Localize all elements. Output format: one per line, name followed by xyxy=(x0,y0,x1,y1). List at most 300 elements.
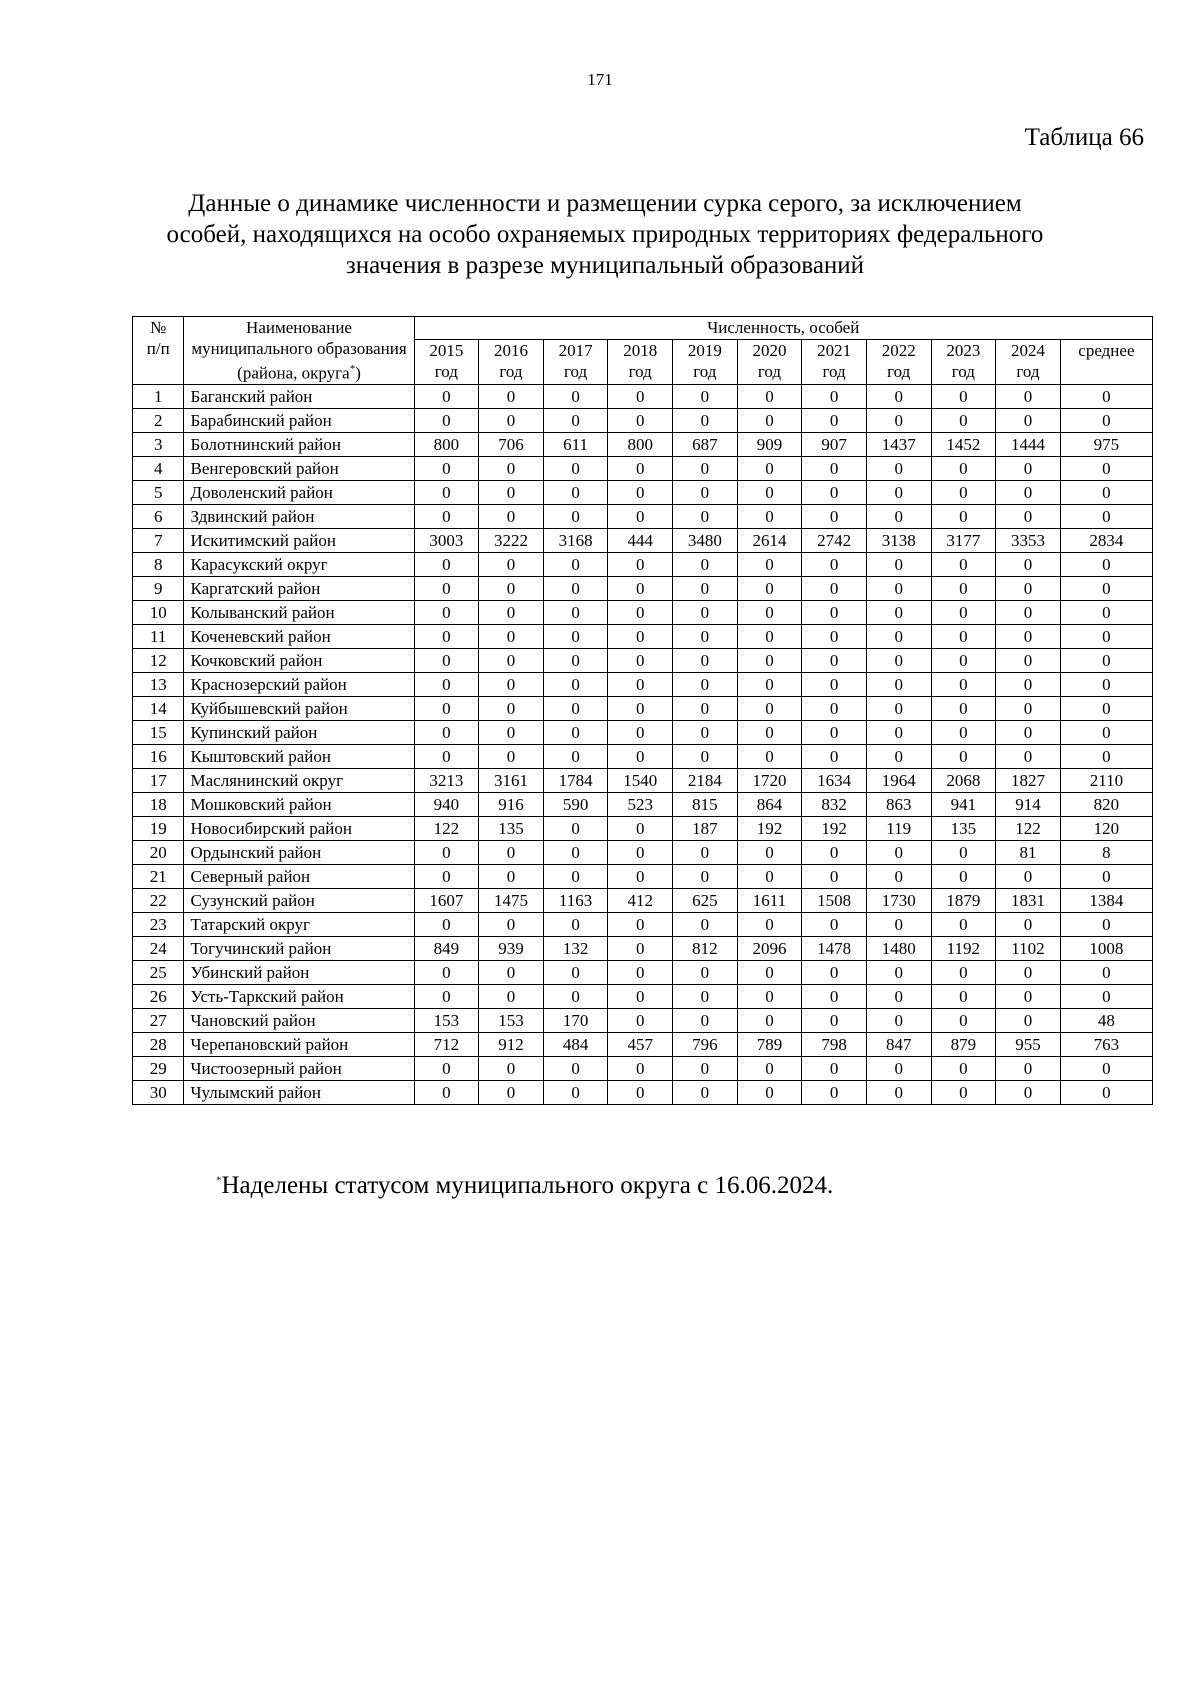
population-value: 1827 xyxy=(996,768,1061,792)
header-municipality-tail: ) xyxy=(355,363,361,383)
municipality-name: Барабинский район xyxy=(184,408,414,432)
population-value: 712 xyxy=(414,1032,479,1056)
row-number: 12 xyxy=(133,648,184,672)
table-row xyxy=(133,432,1153,456)
population-value: 0 xyxy=(866,480,931,504)
population-value: 0 xyxy=(673,456,738,480)
population-value: 0 xyxy=(802,960,867,984)
row-number: 9 xyxy=(133,576,184,600)
population-value: 0 xyxy=(543,552,608,576)
population-value: 0 xyxy=(543,384,608,408)
population-value: 81 xyxy=(996,840,1061,864)
population-value: 0 xyxy=(802,504,867,528)
population-value: 0 xyxy=(608,960,673,984)
table-row xyxy=(133,576,1153,600)
population-value: 0 xyxy=(866,744,931,768)
population-value: 0 xyxy=(996,720,1061,744)
municipality-name: Купинский район xyxy=(184,720,414,744)
population-value: 0 xyxy=(1060,984,1152,1008)
population-value: 0 xyxy=(866,984,931,1008)
population-value: 2184 xyxy=(673,768,738,792)
population-value: 412 xyxy=(608,888,673,912)
population-value: 0 xyxy=(1060,600,1152,624)
population-value: 940 xyxy=(414,792,479,816)
population-value: 3480 xyxy=(673,528,738,552)
population-value: 0 xyxy=(414,960,479,984)
population-value: 0 xyxy=(673,672,738,696)
population-value: 820 xyxy=(1060,792,1152,816)
population-value: 8 xyxy=(1060,840,1152,864)
population-value: 0 xyxy=(996,1080,1061,1104)
population-value: 0 xyxy=(673,576,738,600)
population-value: 0 xyxy=(479,1080,544,1104)
population-value: 0 xyxy=(1060,960,1152,984)
population-value: 0 xyxy=(737,624,802,648)
population-value: 0 xyxy=(479,504,544,528)
population-value: 912 xyxy=(479,1032,544,1056)
header-year: среднее xyxy=(1060,339,1152,384)
population-value: 0 xyxy=(866,600,931,624)
population-value: 0 xyxy=(479,600,544,624)
population-value: 0 xyxy=(608,720,673,744)
population-value: 119 xyxy=(866,816,931,840)
population-value: 0 xyxy=(608,504,673,528)
population-value: 0 xyxy=(931,696,996,720)
population-value: 0 xyxy=(931,600,996,624)
population-value: 0 xyxy=(673,960,738,984)
population-value: 0 xyxy=(931,624,996,648)
population-value: 0 xyxy=(543,720,608,744)
municipality-name: Болотнинский район xyxy=(184,432,414,456)
population-value: 0 xyxy=(1060,456,1152,480)
population-value: 0 xyxy=(608,840,673,864)
row-number: 14 xyxy=(133,696,184,720)
population-value: 975 xyxy=(1060,432,1152,456)
municipality-name: Чулымский район xyxy=(184,1080,414,1104)
population-value: 0 xyxy=(802,384,867,408)
population-value: 879 xyxy=(931,1032,996,1056)
table-row xyxy=(133,1032,1153,1056)
row-number: 6 xyxy=(133,504,184,528)
population-value: 0 xyxy=(802,648,867,672)
table-row xyxy=(133,960,1153,984)
population-value: 0 xyxy=(996,1056,1061,1080)
population-value: 0 xyxy=(479,624,544,648)
header-number: № п/п xyxy=(133,317,184,385)
population-table xyxy=(132,316,1153,1105)
population-value: 0 xyxy=(996,744,1061,768)
population-value: 484 xyxy=(543,1032,608,1056)
population-value: 0 xyxy=(802,624,867,648)
population-value: 1611 xyxy=(737,888,802,912)
population-value: 1102 xyxy=(996,936,1061,960)
population-value: 0 xyxy=(543,480,608,504)
header-year: 2016 год xyxy=(479,339,544,384)
population-value: 0 xyxy=(673,480,738,504)
population-value: 0 xyxy=(543,1080,608,1104)
municipality-name: Здвинский район xyxy=(184,504,414,528)
population-value: 0 xyxy=(866,912,931,936)
population-value: 0 xyxy=(479,744,544,768)
table-caption: Таблица 66 xyxy=(1024,124,1144,151)
table-row xyxy=(133,864,1153,888)
row-number: 26 xyxy=(133,984,184,1008)
footnote-text: Наделены статусом муниципального округа с 16.06.2024. xyxy=(221,1172,834,1199)
row-number: 29 xyxy=(133,1056,184,1080)
population-value: 1634 xyxy=(802,768,867,792)
table-row xyxy=(133,888,1153,912)
population-value: 0 xyxy=(1060,504,1152,528)
population-value: 0 xyxy=(479,912,544,936)
population-value: 0 xyxy=(866,648,931,672)
population-value: 0 xyxy=(802,480,867,504)
header-year: 2022 год xyxy=(866,339,931,384)
population-value: 122 xyxy=(414,816,479,840)
population-value: 0 xyxy=(866,576,931,600)
row-number: 21 xyxy=(133,864,184,888)
population-value: 800 xyxy=(608,432,673,456)
municipality-name: Чановский район xyxy=(184,1008,414,1032)
population-value: 3177 xyxy=(931,528,996,552)
population-value: 1480 xyxy=(866,936,931,960)
population-value: 444 xyxy=(608,528,673,552)
population-value: 0 xyxy=(996,480,1061,504)
population-value: 0 xyxy=(479,648,544,672)
population-value: 0 xyxy=(673,744,738,768)
population-value: 0 xyxy=(414,480,479,504)
table-row xyxy=(133,792,1153,816)
population-value: 0 xyxy=(543,960,608,984)
table-row xyxy=(133,384,1153,408)
population-value: 0 xyxy=(866,1056,931,1080)
population-value: 0 xyxy=(479,552,544,576)
population-value: 0 xyxy=(608,672,673,696)
population-value: 0 xyxy=(414,624,479,648)
population-value: 0 xyxy=(414,864,479,888)
population-value: 0 xyxy=(414,672,479,696)
municipality-name: Татарский округ xyxy=(184,912,414,936)
population-value: 849 xyxy=(414,936,479,960)
population-value: 0 xyxy=(866,504,931,528)
population-value: 0 xyxy=(414,1056,479,1080)
population-value: 0 xyxy=(673,912,738,936)
population-value: 0 xyxy=(802,1008,867,1032)
row-number: 30 xyxy=(133,1080,184,1104)
population-value: 916 xyxy=(479,792,544,816)
population-value: 0 xyxy=(931,552,996,576)
population-value: 0 xyxy=(673,648,738,672)
population-value: 941 xyxy=(931,792,996,816)
population-value: 939 xyxy=(479,936,544,960)
population-value: 0 xyxy=(479,720,544,744)
population-value: 0 xyxy=(802,456,867,480)
row-number: 20 xyxy=(133,840,184,864)
table-row xyxy=(133,624,1153,648)
population-value: 0 xyxy=(608,864,673,888)
population-value: 132 xyxy=(543,936,608,960)
population-value: 0 xyxy=(673,1080,738,1104)
population-value: 0 xyxy=(802,1080,867,1104)
population-value: 0 xyxy=(608,936,673,960)
table-row xyxy=(133,744,1153,768)
row-number: 28 xyxy=(133,1032,184,1056)
population-value: 1879 xyxy=(931,888,996,912)
title-line: особей, находящихся на особо охраняемых природных территориях федерального xyxy=(166,221,1044,248)
population-value: 0 xyxy=(414,696,479,720)
population-value: 0 xyxy=(479,1056,544,1080)
population-value: 0 xyxy=(737,408,802,432)
population-value: 153 xyxy=(479,1008,544,1032)
municipality-name: Маслянинский округ xyxy=(184,768,414,792)
municipality-name: Искитимский район xyxy=(184,528,414,552)
population-value: 2068 xyxy=(931,768,996,792)
population-value: 0 xyxy=(608,624,673,648)
row-number: 8 xyxy=(133,552,184,576)
page-number: 171 xyxy=(587,70,613,89)
row-number: 25 xyxy=(133,960,184,984)
row-number: 13 xyxy=(133,672,184,696)
population-value: 0 xyxy=(737,384,802,408)
population-value: 1508 xyxy=(802,888,867,912)
population-value: 909 xyxy=(737,432,802,456)
population-value: 0 xyxy=(1060,480,1152,504)
population-value: 0 xyxy=(737,1056,802,1080)
population-value: 763 xyxy=(1060,1032,1152,1056)
population-value: 0 xyxy=(802,744,867,768)
table-row xyxy=(133,504,1153,528)
population-value: 0 xyxy=(543,600,608,624)
population-value: 0 xyxy=(931,864,996,888)
population-value: 0 xyxy=(673,984,738,1008)
table-row xyxy=(133,600,1153,624)
table-row xyxy=(133,672,1153,696)
table-row xyxy=(133,648,1153,672)
row-number: 7 xyxy=(133,528,184,552)
population-value: 0 xyxy=(543,864,608,888)
municipality-name: Краснозерский район xyxy=(184,672,414,696)
row-number: 23 xyxy=(133,912,184,936)
population-value: 0 xyxy=(1060,624,1152,648)
population-value: 955 xyxy=(996,1032,1061,1056)
population-value: 0 xyxy=(802,840,867,864)
population-value: 0 xyxy=(737,456,802,480)
population-value: 0 xyxy=(608,384,673,408)
population-value: 0 xyxy=(931,984,996,1008)
row-number: 16 xyxy=(133,744,184,768)
population-value: 0 xyxy=(931,456,996,480)
population-value: 0 xyxy=(1060,696,1152,720)
population-value: 0 xyxy=(996,504,1061,528)
population-value: 0 xyxy=(866,1080,931,1104)
population-value: 0 xyxy=(414,912,479,936)
population-value: 0 xyxy=(737,744,802,768)
table-row xyxy=(133,816,1153,840)
population-value: 0 xyxy=(931,744,996,768)
population-value: 0 xyxy=(1060,1080,1152,1104)
population-value: 0 xyxy=(996,648,1061,672)
population-value: 0 xyxy=(479,984,544,1008)
table-row xyxy=(133,984,1153,1008)
population-value: 0 xyxy=(479,576,544,600)
population-value: 0 xyxy=(479,696,544,720)
population-value: 0 xyxy=(543,456,608,480)
municipality-name: Коченевский район xyxy=(184,624,414,648)
population-value: 0 xyxy=(608,816,673,840)
population-value: 3222 xyxy=(479,528,544,552)
population-value: 0 xyxy=(673,552,738,576)
population-value: 48 xyxy=(1060,1008,1152,1032)
population-value: 0 xyxy=(996,672,1061,696)
population-value: 0 xyxy=(931,840,996,864)
municipality-name: Сузунский район xyxy=(184,888,414,912)
population-value: 0 xyxy=(479,408,544,432)
population-value: 0 xyxy=(737,648,802,672)
population-value: 1478 xyxy=(802,936,867,960)
population-value: 0 xyxy=(866,552,931,576)
table-row xyxy=(133,768,1153,792)
population-value: 0 xyxy=(866,696,931,720)
population-value: 0 xyxy=(608,576,673,600)
population-value: 590 xyxy=(543,792,608,816)
row-number: 15 xyxy=(133,720,184,744)
population-value: 457 xyxy=(608,1032,673,1056)
population-value: 0 xyxy=(479,840,544,864)
population-value: 523 xyxy=(608,792,673,816)
population-value: 1444 xyxy=(996,432,1061,456)
population-value: 0 xyxy=(996,624,1061,648)
population-value: 0 xyxy=(414,840,479,864)
population-value: 0 xyxy=(1060,744,1152,768)
population-value: 798 xyxy=(802,1032,867,1056)
municipality-name: Каргатский район xyxy=(184,576,414,600)
population-value: 0 xyxy=(737,912,802,936)
municipality-name: Ордынский район xyxy=(184,840,414,864)
population-value: 0 xyxy=(866,384,931,408)
population-value: 0 xyxy=(673,720,738,744)
population-value: 3168 xyxy=(543,528,608,552)
population-value: 0 xyxy=(608,1008,673,1032)
population-value: 0 xyxy=(866,720,931,744)
table-row xyxy=(133,720,1153,744)
population-value: 3213 xyxy=(414,768,479,792)
population-value: 0 xyxy=(414,1080,479,1104)
header-municipality xyxy=(184,317,414,385)
population-value: 192 xyxy=(737,816,802,840)
population-value: 0 xyxy=(802,600,867,624)
population-value: 907 xyxy=(802,432,867,456)
population-value: 3138 xyxy=(866,528,931,552)
population-value: 0 xyxy=(414,552,479,576)
municipality-name: Кыштовский район xyxy=(184,744,414,768)
population-value: 0 xyxy=(543,408,608,432)
population-value: 0 xyxy=(996,600,1061,624)
population-value: 0 xyxy=(996,912,1061,936)
population-value: 0 xyxy=(866,624,931,648)
municipality-name: Чистоозерный район xyxy=(184,1056,414,1080)
population-value: 0 xyxy=(673,624,738,648)
header-year: 2023 год xyxy=(931,339,996,384)
population-value: 0 xyxy=(931,504,996,528)
population-value: 0 xyxy=(931,384,996,408)
row-number: 5 xyxy=(133,480,184,504)
population-value: 0 xyxy=(1060,552,1152,576)
population-value: 0 xyxy=(802,912,867,936)
population-value: 832 xyxy=(802,792,867,816)
header-year: 2024 год xyxy=(996,339,1061,384)
population-value: 0 xyxy=(673,504,738,528)
population-value: 0 xyxy=(543,840,608,864)
population-value: 815 xyxy=(673,792,738,816)
title-line: значения в разрезе муниципальный образований xyxy=(345,252,865,279)
header-year: 2021 год xyxy=(802,339,867,384)
row-number: 4 xyxy=(133,456,184,480)
population-value: 0 xyxy=(737,1080,802,1104)
population-value: 0 xyxy=(543,648,608,672)
population-value: 0 xyxy=(931,672,996,696)
footnote-mark: * xyxy=(216,1174,222,1187)
population-value: 789 xyxy=(737,1032,802,1056)
population-value: 0 xyxy=(543,504,608,528)
municipality-name: Мошковский район xyxy=(184,792,414,816)
population-value: 135 xyxy=(479,816,544,840)
municipality-name: Венгеровский район xyxy=(184,456,414,480)
population-value: 0 xyxy=(608,408,673,432)
title-line: Данные о динамике численности и размещении сурка серого, за исключением xyxy=(188,190,1022,217)
population-value: 0 xyxy=(608,912,673,936)
table-row xyxy=(133,912,1153,936)
population-value: 0 xyxy=(673,1008,738,1032)
header-footnote-mark: * xyxy=(349,363,356,375)
municipality-name: Убинский район xyxy=(184,960,414,984)
municipality-name: Колыванский район xyxy=(184,600,414,624)
population-value: 0 xyxy=(996,408,1061,432)
population-value: 1475 xyxy=(479,888,544,912)
population-value: 0 xyxy=(414,648,479,672)
population-value: 864 xyxy=(737,792,802,816)
population-value: 120 xyxy=(1060,816,1152,840)
population-value: 0 xyxy=(737,960,802,984)
population-value: 0 xyxy=(479,864,544,888)
population-value: 0 xyxy=(608,456,673,480)
population-value: 0 xyxy=(673,600,738,624)
population-value: 0 xyxy=(737,864,802,888)
population-value: 0 xyxy=(996,696,1061,720)
municipality-name: Карасукский округ xyxy=(184,552,414,576)
population-value: 0 xyxy=(673,384,738,408)
population-value: 0 xyxy=(931,912,996,936)
population-value: 0 xyxy=(802,984,867,1008)
population-value: 0 xyxy=(673,408,738,432)
municipality-name: Кочковский район xyxy=(184,648,414,672)
population-value: 0 xyxy=(737,1008,802,1032)
population-value: 796 xyxy=(673,1032,738,1056)
population-value: 0 xyxy=(608,984,673,1008)
population-value: 800 xyxy=(414,432,479,456)
header-year: 2018 год xyxy=(608,339,673,384)
row-number: 24 xyxy=(133,936,184,960)
population-value: 0 xyxy=(996,960,1061,984)
population-value: 0 xyxy=(1060,408,1152,432)
population-value: 0 xyxy=(608,552,673,576)
population-value: 122 xyxy=(996,816,1061,840)
population-value: 3161 xyxy=(479,768,544,792)
population-value: 0 xyxy=(479,960,544,984)
table-row xyxy=(133,1008,1153,1032)
population-value: 0 xyxy=(802,552,867,576)
population-value: 2096 xyxy=(737,936,802,960)
population-value: 0 xyxy=(543,816,608,840)
header-year: 2019 год xyxy=(673,339,738,384)
